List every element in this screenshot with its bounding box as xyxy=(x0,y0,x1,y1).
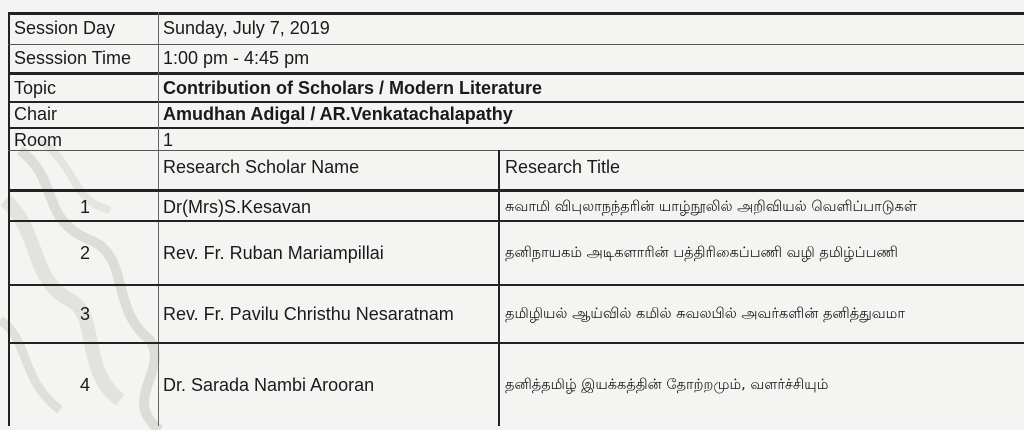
session-day-label: Session Day xyxy=(14,18,116,38)
topic-value: Contribution of Scholars / Modern Literature xyxy=(163,78,543,98)
research-title: சுவாமி விபுலாநந்தரின் யாழ்நூலில் அறிவியல் வெளிப்பாடுகள் xyxy=(505,199,917,215)
scholar-name: Rev. Fr. Ruban Mariampillai xyxy=(163,243,384,263)
row-divider xyxy=(8,284,1024,286)
row-divider xyxy=(8,150,1024,151)
chair-value: Amudhan Adigal / AR.Venkatachalapathy xyxy=(163,104,513,124)
session-day-value: Sunday, July 7, 2019 xyxy=(163,18,330,38)
section-divider xyxy=(8,72,1024,75)
label-column-divider xyxy=(158,12,159,426)
room-value: 1 xyxy=(163,130,174,150)
research-title: தமிழியல் ஆய்வில் கமில் சுவலபில் அவர்களின் தனித்துவமா xyxy=(505,306,905,322)
row-divider xyxy=(8,220,1024,222)
table-top-border xyxy=(8,12,1024,15)
row-divider xyxy=(8,101,1024,103)
row-divider xyxy=(8,342,1024,344)
row-number: 3 xyxy=(80,304,91,324)
topic-label: Topic xyxy=(14,78,57,98)
research-title: தனித்தமிழ் இயக்கத்தின் தோற்றமும், வளர்ச்சியும் xyxy=(505,377,829,393)
row-number: 4 xyxy=(80,375,91,395)
session-time-label: Sesssion Time xyxy=(14,48,132,68)
session-time-value: 1:00 pm - 4:45 pm xyxy=(163,48,310,68)
row-divider xyxy=(8,44,1024,45)
row-divider xyxy=(8,127,1024,129)
scholar-name: Dr(Mrs)S.Kesavan xyxy=(163,197,312,217)
row-number: 2 xyxy=(80,243,91,263)
room-label: Room xyxy=(14,130,63,150)
research-title: தனிநாயகம் அடிகளாரின் பத்திரிகைப்பணி வழி தமிழ்ப்பணி xyxy=(505,245,898,261)
scholar-name: Rev. Fr. Pavilu Christhu Nesaratnam xyxy=(163,304,454,324)
chair-label: Chair xyxy=(14,104,58,124)
header-bottom-border xyxy=(8,189,1024,192)
row-number: 1 xyxy=(80,197,91,217)
header-research-title: Research Title xyxy=(505,157,621,177)
header-scholar-name: Research Scholar Name xyxy=(163,157,360,177)
scholar-name: Dr. Sarada Nambi Arooran xyxy=(163,375,375,395)
